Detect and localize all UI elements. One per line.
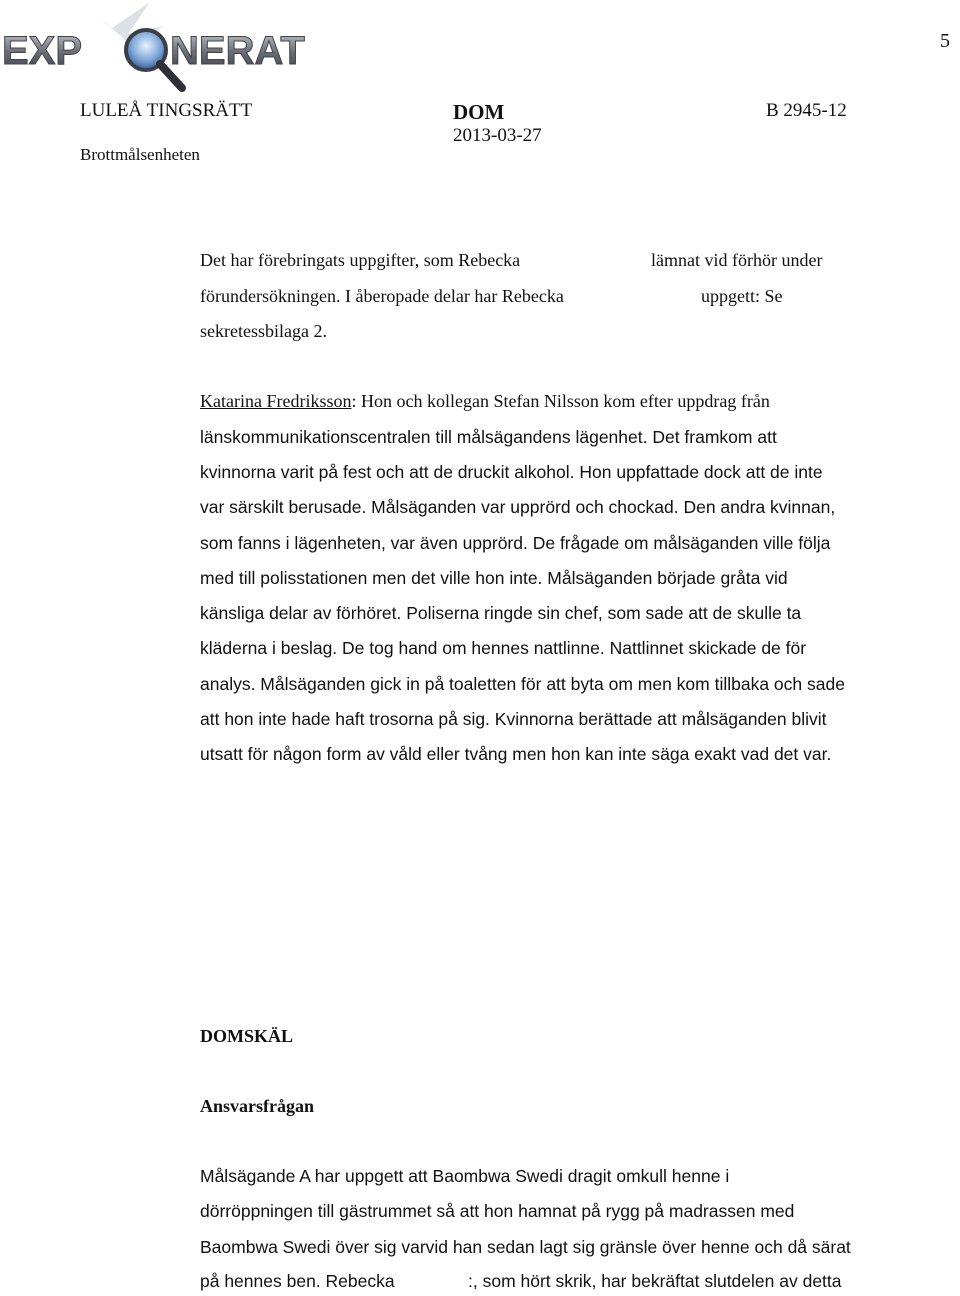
intro-line-2-part-b: uppgett: Se — [701, 286, 783, 306]
witness-line-4: var särskilt berusade. Målsäganden var upprörd och chockad. Den andra kvinnan, — [200, 497, 836, 517]
svg-text:EXP: EXP — [2, 29, 83, 73]
witness-line-1-rest: : Hon och kollegan Stefan Nilsson kom efter uppdrag från — [351, 391, 770, 411]
witness-line-8: kläderna i beslag. De tog hand om hennes nattlinne. Nattlinnet skickade de för — [200, 638, 807, 658]
intro-line-1-part-a: Det har förebringats uppgifter, som Rebecka — [200, 250, 521, 270]
witness-line-1 — [200, 391, 770, 412]
domskal-line-2: dörröppningen till gästrummet så att hon hamnat på rygg på madrassen med — [200, 1201, 795, 1221]
court-name: LULEÅ TINGSRÄTT — [80, 100, 253, 121]
page-number: 5 — [940, 30, 950, 52]
document-date: 2013-03-27 — [453, 125, 542, 146]
witness-line-2: länskommunikationscentralen till målsägandens lägenhet. Det framkom att — [200, 427, 777, 447]
exponerat-logo — [0, 0, 310, 96]
domskal-line-4-part-a: på hennes ben. Rebecka — [200, 1271, 395, 1291]
svg-text:NERAT: NERAT — [170, 29, 305, 73]
witness-line-3: kvinnorna varit på fest och att de druckit alkohol. Hon uppfattade dock att de inte — [200, 462, 823, 482]
section-subheading-ansvarsfragan: Ansvarsfrågan — [200, 1096, 315, 1116]
witness-line-6: med till polisstationen men det ville hon inte. Målsäganden började gråta vid — [200, 568, 788, 588]
witness-line-5: som fanns i lägenheten, var även upprörd. De frågade om målsäganden ville följa — [200, 533, 831, 553]
witness-name: Katarina Fredriksson — [200, 391, 352, 411]
witness-line-9: analys. Målsäganden gick in på toaletten för att byta om men kom tillbaka och sade — [200, 674, 845, 694]
domskal-line-4-part-b: :, som hört skrik, har bekräftat slutdelen av detta — [468, 1271, 842, 1291]
intro-line-3: sekretessbilaga 2. — [200, 321, 327, 341]
witness-line-11: utsatt för någon form av våld eller tvång men hon kan inte säga exakt vad det var. — [200, 744, 832, 764]
domskal-line-1: Målsägande A har uppgett att Baombwa Swedi dragit omkull henne i — [200, 1166, 730, 1186]
intro-line-1-part-b: lämnat vid förhör under — [651, 250, 823, 270]
witness-line-7: känsliga delar av förhöret. Poliserna ringde sin chef, som sade att de skulle ta — [200, 603, 802, 623]
domskal-line-3: Baombwa Swedi över sig varvid han sedan lagt sig gränsle över henne och då särat — [200, 1237, 851, 1257]
section-heading-domskal: DOMSKÄL — [200, 1026, 294, 1046]
court-unit: Brottmålsenheten — [80, 145, 200, 164]
intro-line-2-part-a: förundersökningen. I åberopade delar har Rebecka — [200, 286, 564, 306]
document-type: DOM — [453, 100, 505, 124]
witness-line-10: att hon inte hade haft trosorna på sig. Kvinnorna berättade att målsäganden blivit — [200, 709, 827, 729]
intro-line-1 — [200, 250, 520, 271]
case-number: B 2945-12 — [766, 100, 847, 121]
